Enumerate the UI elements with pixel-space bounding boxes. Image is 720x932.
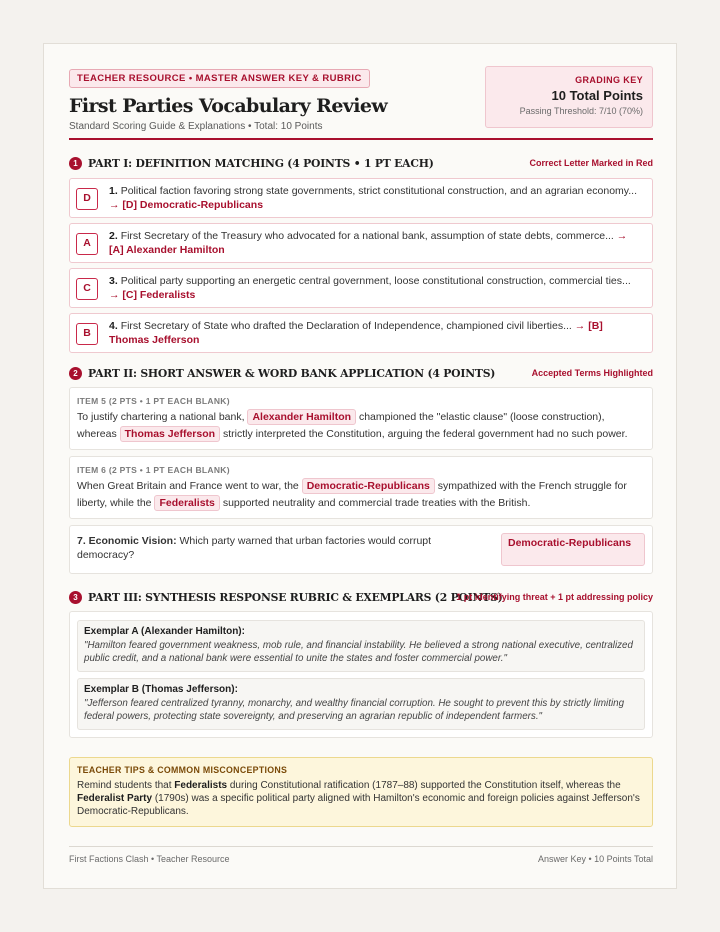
part1-header (69, 156, 653, 172)
exemplar-b (77, 678, 645, 730)
accepted-term: Democratic-Republicans (302, 478, 435, 494)
answer-letter-box: D (76, 188, 98, 210)
matching-text (109, 319, 644, 347)
resource-tag: TEACHER RESOURCE • MASTER ANSWER KEY & RUBRIC (69, 69, 370, 88)
matching-text (109, 229, 644, 257)
item-label: 7. Economic Vision: (77, 535, 177, 547)
section-number-badge: 1 (69, 157, 82, 170)
item-label: ITEM 6 (2 PTS • 1 PT EACH BLANK) (77, 465, 230, 475)
tips-sentence: Remind students that (77, 780, 172, 791)
part2-header (69, 366, 653, 382)
sentence-text: To justify chartering a national bank, (77, 411, 245, 423)
matching-text (109, 274, 644, 302)
passing-threshold: Passing Threshold: 7/10 (70%) (519, 106, 643, 116)
section-title: PART III: SYNTHESIS RESPONSE RUBRIC & EXEMPLARS (2 POINTS) (88, 591, 503, 604)
section-note: 1 pt identifying threat + 1 pt addressing policy (456, 592, 653, 602)
matching-text (109, 184, 644, 212)
item-question (77, 534, 477, 562)
tips-text (77, 779, 645, 818)
item-number: 2. (109, 230, 118, 242)
item-number: 4. (109, 320, 118, 332)
definition-text: Political faction favoring strong state governments, strict constitutional construction, and an agrarian economy... (120, 185, 638, 197)
accepted-answer: Democratic-Republicans (501, 533, 645, 566)
item-label: ITEM 5 (2 PTS • 1 PT EACH BLANK) (77, 396, 230, 406)
answer-letter-box: A (76, 233, 98, 255)
tips-sentence: during Constitutional ratification (1787–88) supported the Constitution itself, whereas the (229, 780, 621, 791)
section-number-badge: 2 (69, 367, 82, 380)
sentence-text: strictly interpreted the Constitution, arguing the federal government had no such power. (223, 428, 628, 440)
correct-answer: → [C] Federalists (109, 289, 196, 301)
definition-text: First Secretary of State who drafted the Declaration of Independence, championed civil liberties... (120, 320, 572, 332)
matching-item (69, 268, 653, 308)
item-sentence (77, 409, 645, 443)
item-sentence (77, 478, 645, 512)
definition-text: Political party supporting an energetic central government, loose constitutional construction, commercial ties... (120, 275, 631, 287)
teacher-tips (69, 757, 653, 827)
question-text: Which party warned that urban factories would corrupt democracy? (77, 535, 432, 561)
answer-key-sheet (43, 43, 677, 889)
item-number: 3. (109, 275, 118, 287)
accepted-term: Alexander Hamilton (247, 409, 356, 425)
answer-letter-box: B (76, 323, 98, 345)
exemplar-a (77, 620, 645, 672)
short-answer-item-6 (69, 456, 653, 519)
short-answer-item-7 (69, 525, 653, 574)
tips-emphasis: Federalist Party (77, 793, 153, 804)
tips-sentence: (1790s) was a specific political party aligned with Hamilton's economic and foreign policies against Jefferson's Democratic-Republicans. (77, 793, 640, 817)
matching-item (69, 313, 653, 353)
correct-answer: → [A] Alexander Hamilton (109, 230, 628, 256)
matching-item (69, 178, 653, 218)
short-answer-item-5 (69, 387, 653, 450)
rubric-card (69, 611, 653, 738)
tips-emphasis: Federalists (174, 780, 228, 791)
grading-key-box (485, 66, 653, 128)
grading-key-label: GRADING KEY (575, 75, 643, 85)
sentence-text: When Great Britain and France went to war, the (77, 480, 299, 492)
matching-list (69, 178, 653, 353)
section-note: Accepted Terms Highlighted (531, 368, 653, 378)
item-number: 1. (109, 185, 118, 197)
correct-answer: → [D] Democratic-Republicans (109, 199, 264, 211)
exemplar-text: "Hamilton feared government weakness, mob rule, and financial instability. He believed a strong national executive, centralized public credit, and a national bank were essential to unite the states and foster commercial power." (84, 640, 633, 664)
section-title: PART II: SHORT ANSWER & WORD BANK APPLICATION (4 POINTS) (88, 367, 496, 380)
sentence-text: championed the "elastic clause" (loose construction), whereas (77, 411, 605, 440)
footer-right: Answer Key • 10 Points Total (537, 854, 653, 864)
page-title: First Parties Vocabulary Review (69, 95, 388, 117)
sentence-text: sympathized with the French struggle for liberty, while the (77, 480, 627, 509)
answer-letter-box: C (76, 278, 98, 300)
section-number-badge: 3 (69, 591, 82, 604)
grading-key-points: 10 Total Points (551, 88, 643, 103)
section-title: PART I: DEFINITION MATCHING (4 POINTS • 1 PT EACH) (88, 157, 434, 170)
section-note: Correct Letter Marked in Red (529, 158, 653, 168)
footer (69, 846, 653, 870)
page-subtitle: Standard Scoring Guide & Explanations • Total: 10 Points (69, 121, 323, 132)
sentence-text: supported neutrality and commercial trade treaties with the British. (222, 497, 531, 509)
exemplar-heading: Exemplar A (Alexander Hamilton): (84, 626, 245, 637)
footer-left: First Factions Clash • Teacher Resource (69, 854, 230, 864)
matching-item (69, 223, 653, 263)
exemplar-text: "Jefferson feared centralized tyranny, monarchy, and wealthy financial corruption. He sought to prevent this by strictly limiting federal powers, protecting state sovereignty, and preserving an agrarian republic of independent farmers." (84, 698, 625, 722)
header (69, 68, 653, 152)
definition-text: First Secretary of the Treasury who advocated for a national bank, assumption of state debts, commerce... (120, 230, 614, 242)
tips-heading: TEACHER TIPS & COMMON MISCONCEPTIONS (77, 765, 288, 775)
accepted-term: Federalists (154, 495, 219, 511)
correct-answer: → [B] Thomas Jefferson (109, 320, 603, 346)
accepted-term: Thomas Jefferson (120, 426, 220, 442)
exemplar-heading: Exemplar B (Thomas Jefferson): (84, 684, 238, 695)
part3-header (69, 590, 653, 606)
